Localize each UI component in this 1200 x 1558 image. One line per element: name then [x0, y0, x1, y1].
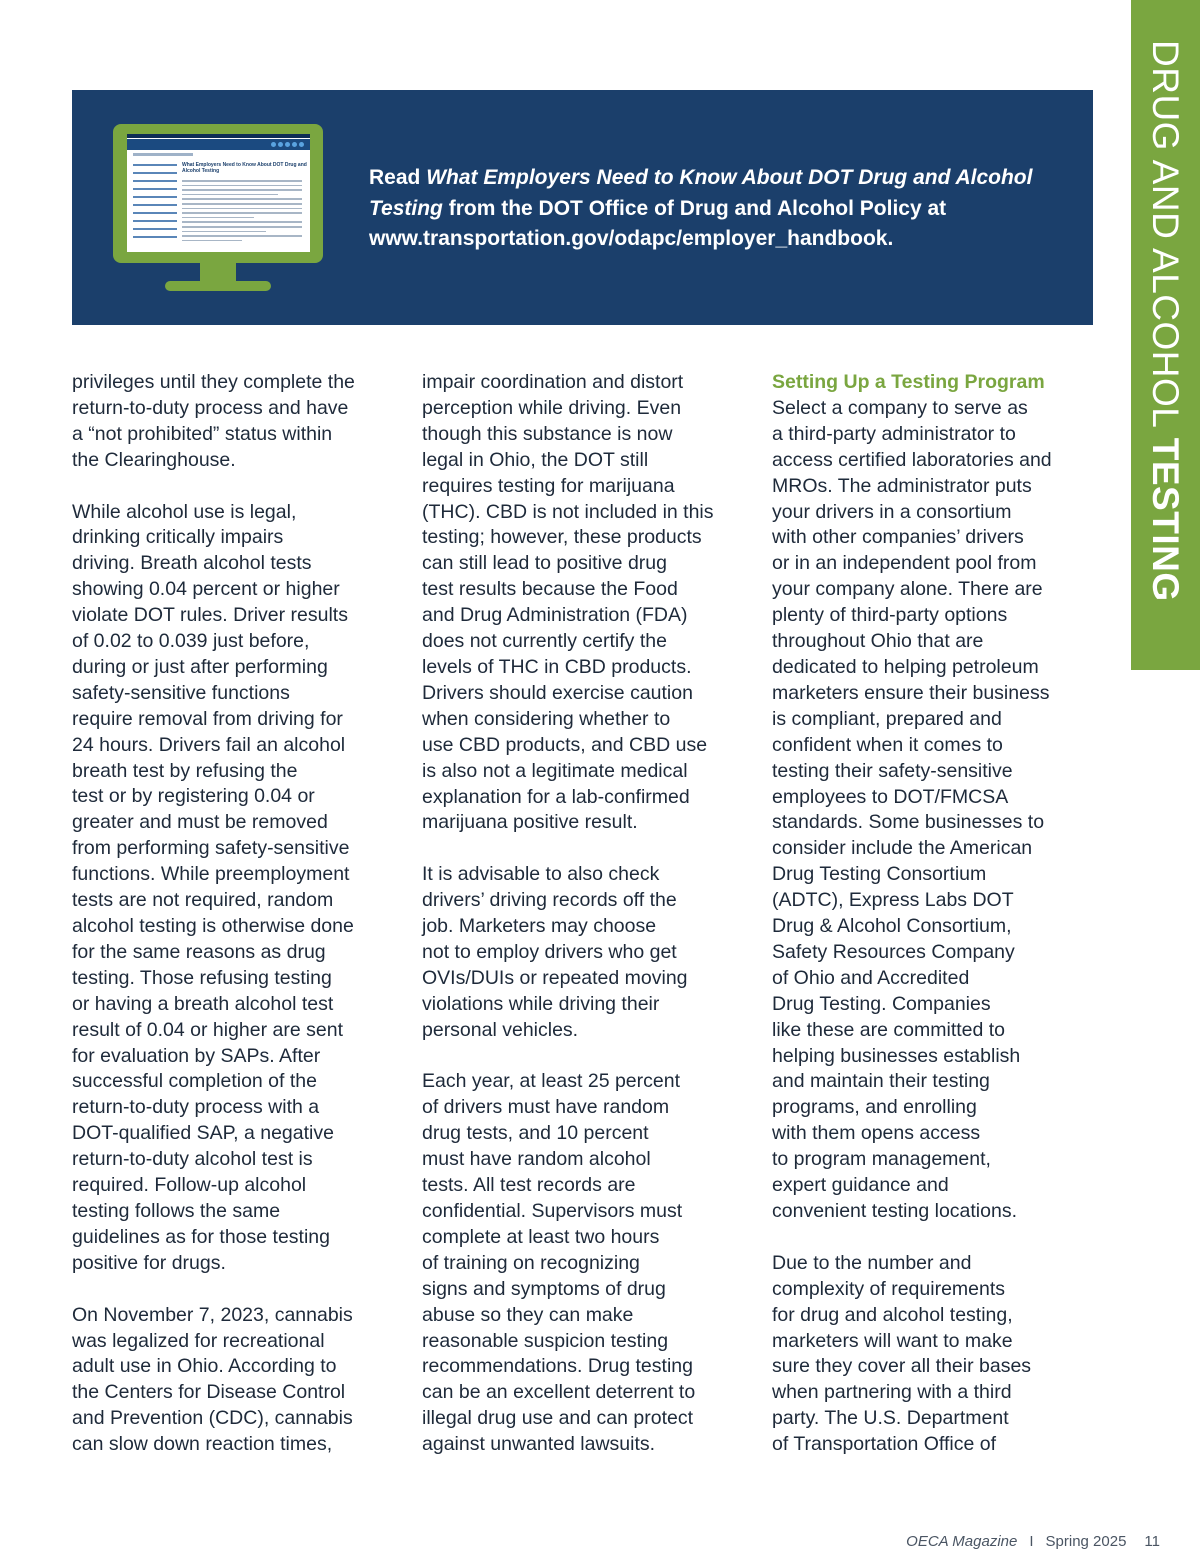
screen-content-lines [182, 180, 302, 244]
paragraph: Due to the number and complexity of requirements for drug and alcohol testing, marketers will want to make sure they cover all their bases when partnering with a third party. The U.S. Department of Transportation Office of [772, 1251, 1032, 1456]
monitor-stand-neck [200, 263, 236, 281]
paragraph: On November 7, 2023, cannabis was legalized for recreational adult use in Ohio. According to the Centers for Disease Control and Prevention (CDC), cannabis can slow down reaction times, [72, 1303, 353, 1456]
paragraph: While alcohol use is legal, drinking critically impairs driving. Breath alcohol tests showing 0.04 percent or higher violate DOT rules. Driver results of 0.02 to 0.039 just before, during or just after performing safety-sensitive functions require removal from driving for 24 hours. Drivers fail an alcohol breath test by refusing the test or by registering 0.04 or greater and must be removed from performing safety-sensitive functions. While preemployment tests are not required, random alcohol testing is otherwise done for the same reasons as drug testing. Those refusing testing or having a breath alcohol test result of 0.04 or higher are sent for evaluation by SAPs. After successful completion of the return-to-duty process with a DOT-qualified SAP, a negative return-to-duty alcohol test is required. Follow-up alcohol testing follows the same guidelines as for those testing positive for drugs. [72, 500, 354, 1274]
section-tab-label-bold: TESTING [1145, 437, 1186, 602]
banner-text [369, 163, 1069, 255]
section-heading: Setting Up a Testing Program [772, 371, 1045, 393]
screen-navbar [127, 139, 310, 150]
section-tab-label [1134, 40, 1196, 660]
paragraph: impair coordination and distort perception while driving. Even though this substance is now legal in Ohio, the DOT still requires testing for marijuana (THC). CBD is not included in this testing; however, these products can still lead to positive drug test results because the Food and Drug Administration (FDA) does not currently certify the levels of THC in CBD products. Drivers should exercise caution when considering whether to use CBD products, and CBD use is also not a legitimate medical explanation for a lab-confirmed marijuana positive result. [422, 371, 714, 834]
screen-page-title: What Employers Need to Know About DOT Drug and Alcohol Testing [182, 162, 307, 174]
magazine-name: OECA Magazine [906, 1533, 1018, 1550]
monitor-screen [127, 134, 310, 252]
screen-social-icons [271, 142, 304, 147]
footer-separator: I [1029, 1533, 1034, 1550]
screen-breadcrumb [133, 153, 193, 156]
page-number: 11 [1144, 1533, 1160, 1550]
paragraph: privileges until they complete the return-to-duty process and have a “not prohibited” status within the Clearinghouse. [72, 371, 355, 471]
banner-lead: Read [369, 166, 427, 189]
paragraph: Each year, at least 25 percent of drivers must have random drug tests, and 10 percent must have random alcohol tests. All test records are confidential. Supervisors must complete at least two hours of training on recognizing signs and symptoms of drug abuse so they can make reasonable suspicion testing recommendations. Drug testing can be an excellent deterrent to illegal drug use and can protect against unwanted lawsuits. [422, 1070, 696, 1456]
monitor-stand-base [165, 281, 271, 291]
paragraph: It is advisable to also check drivers’ driving records off the job. Marketers may choose not to employ drivers who get OVIs/DUIs or repeated moving violations while driving their personal vehicles. [422, 863, 688, 1041]
paragraph: Select a company to serve as a third-party administrator to access certified laboratories and MROs. The administrator puts your drivers in a consortium with other companies’ drivers or in an independent pool from your company alone. There are plenty of third-party options throughout Ohio that are dedicated to helping petroleum marketers ensure their business is compliant, prepared and confident when it comes to testing their safety-sensitive employees to DOT/FMCSA standards. Some businesses to consider include the American Drug Testing Consortium (ADTC), Express Labs DOT Drug & Alcohol Consortium, Safety Resources Company of Ohio and Accredited Drug Testing. Companies like these are committed to helping businesses establish and maintain their testing programs, and enrolling with them opens access to program management, expert guidance and convenient testing locations. [772, 396, 1052, 1222]
page-footer [800, 1533, 1160, 1553]
issue-date: Spring 2025 [1045, 1533, 1127, 1550]
article-column-3 [772, 370, 1102, 1484]
banner-url-link[interactable]: www.transportation.gov/odapc/employer_handbook. [369, 227, 894, 250]
screen-side-nav [133, 164, 177, 244]
banner-middle: from the DOT Office of Drug and Alcohol Policy at [442, 196, 947, 220]
section-tab-label-light: DRUG AND ALCOHOL [1145, 40, 1186, 438]
screen-topbar [127, 134, 310, 138]
banner-handbook-title: What Employers Need to Know About DOT Drug and Alcohol Testing [369, 166, 1033, 220]
article-column-2 [422, 370, 752, 1484]
article-column-1 [72, 370, 402, 1484]
